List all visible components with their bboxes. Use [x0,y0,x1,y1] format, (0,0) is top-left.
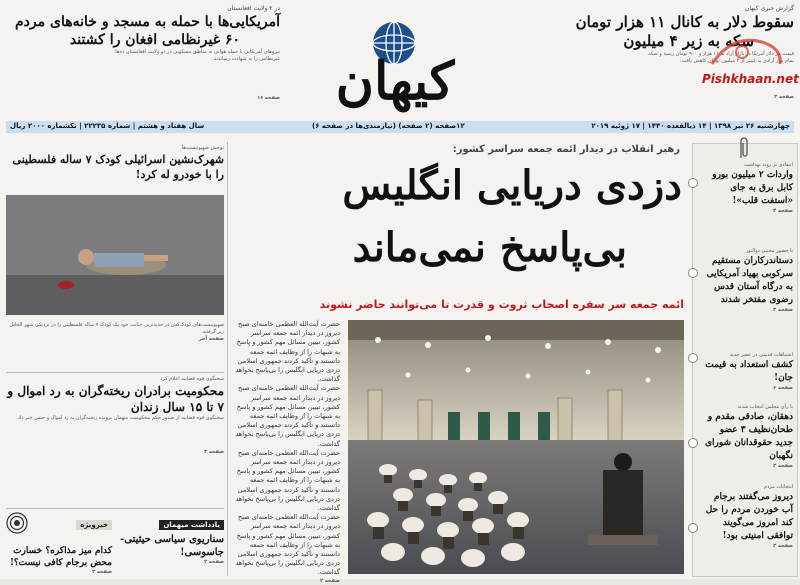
guest-note-headline: سناریوی سیاسی حیثیتی- جاسوسی! [120,534,224,558]
top-right-body: قیمت هر دلار آمریکا در بازار آزاد به ۱۱ هزار و ۹۰۰ تومان رسید و سکه تمام بهار آزادی به کمتر از ۴ میلیون تومان کاهش یافت. [648,51,794,64]
right-item-4-kicker: با رأی مجلس انتخاب شدند [737,404,793,410]
main-page-ref: صفحه ۲ [320,577,340,584]
date-bar [6,121,794,133]
special-news-headline: کدام میز مذاکره؟ خسارت محض برجام کافی نیست؟! [9,546,112,568]
masthead-title: کیهان [335,51,455,112]
right-item-3-page-ref: صفحه ۶ [773,385,793,391]
top-left-kicker: در ۲ ولایت افغانستان [227,5,280,12]
main-body-cont-3: حضرت آیت‌الله العظمی خامنه‌ای صبح دیروز در دیدار ائمه جمعه سراسر کشور، تبیین مسائل مهم کشور و پاسخ به شبهات را از وظایف ائمه جمعه دانستند و تأکید کردند جمهوری اسلامی دزدی دریایی انگلیس را بی‌پاسخ نخواهد گذاشت. [235,513,340,577]
left-story-1-photo[interactable] [6,195,224,315]
right-item-1-page-ref: صفحه ۴ [773,208,793,214]
right-item-5-page-ref: صفحه ۲ [773,543,793,549]
top-left-story[interactable] [6,4,280,102]
right-item-3-headline: کشف استعداد به قیمت جان! [705,360,793,383]
main-body: حضرت آیت‌الله العظمی خامنه‌ای صبح دیروز در دیدار ائمه جمعه سراسر کشور، تبیین مسائل مهم کشور و پاسخ به شبهات را از وظایف ائمه جمعه دانستند و تأکید کردند جمهوری اسلامی دزدی دریایی انگلیس را بی‌پاسخ نخواهد گذاشت. [235,320,340,384]
left-story-1-body: صهیونیست‌های کودک‌کش در جدیدترین جنایت خود یک کودک ۷ ساله فلسطینی را در نزدیکی شهر الخلیل زیر گرفتند. [9,322,224,335]
right-column [692,143,798,577]
watermark-text: Pishkhaan.net [702,72,799,86]
masthead [285,20,505,115]
right-item-4-headline: دهقان، صادقی مقدم و طحان‌نظیف ۳ عضو جدید حقوقدانان شورای نگهبان [704,412,793,461]
column-divider [227,142,228,576]
right-item-3-kicker: اشتباهات قدیمی در عصر جدید [729,352,793,358]
left-story-2-page-ref: صفحه ۳ [204,449,224,455]
top-left-headline-1: آمریکایی‌ها با حمله به مسجد و خانه‌های مردم [15,14,280,30]
guest-note-page-ref: صفحه ۲ [204,559,224,565]
spiral-logo-icon [6,512,28,534]
top-right-kicker: گزارش خبری کیهان [744,5,794,12]
right-item-4-page-ref: صفحه ۲ [773,463,793,469]
ring-icon-3 [687,349,699,368]
right-item-5-headline: دیروز می‌گفتند برجام آب خوردن مردم را حل کند امروز می‌گویند توافقی امنیتی بود! [705,492,793,541]
special-news[interactable] [6,512,112,576]
right-item-4[interactable] [701,404,793,470]
top-right-headline-2: سکه به زیر ۴ میلیون [623,32,754,50]
special-news-page-ref: صفحه ۲ [92,569,112,575]
left-divider-2 [6,508,224,509]
right-item-1[interactable] [701,162,793,215]
left-story-2-kicker: سخنگوی قوه قضاییه اعلام کرد [160,376,224,382]
top-left-page-ref: صفحه ۱۶ [257,95,280,101]
top-right-headline-1: سقوط دلار به کانال ۱۱ هزار تومان [575,13,794,31]
main-body-column [232,320,340,584]
top-left-body: نیروهای آمریکایی با حمله هوایی به مناطق مسکونی در دو ولایت افغانستان ده‌ها غیرنظامی را به شهادت رساندند. [115,49,280,62]
main-body-cont: حضرت آیت‌الله العظمی خامنه‌ای صبح دیروز در دیدار ائمه جمعه سراسر کشور، تبیین مسائل مهم کشور و پاسخ به شبهات را از وظایف ائمه جمعه دانستند و تأکید کردند جمهوری اسلامی دزدی دریایی انگلیس را بی‌پاسخ نخواهد گذاشت. [235,384,340,448]
left-story-1-headline: شهرک‌نشین اسرائیلی کودک ۷ ساله فلسطینی را با خودرو له کرد! [12,153,224,181]
right-item-5[interactable] [701,484,793,550]
main-photo[interactable] [348,320,684,574]
left-divider-1 [6,372,224,373]
paperclip-icon [737,136,751,164]
left-story-2-body: سخنگوی قوه قضاییه از صدور حکم محکومیت متهمان پرونده ریخته‌گران به رد اموال و حبس خبر داد. [16,415,224,421]
ring-icon-1 [687,174,699,193]
main-headline-2[interactable]: بی‌پاسخ نمی‌ماند [352,224,627,271]
top-left-headline-2: ۶۰ غیرنظامی افغان را کشتند [69,32,240,48]
special-news-label: خبرویژه [76,520,112,530]
left-story-2-headline: محکومیت برادران ریخته‌گران به رد اموال و ۷ تا ۱۵ سال زندان [7,384,224,414]
watermark-logo [702,24,799,94]
left-story-2[interactable] [6,376,224,456]
main-headline-1[interactable]: دزدی دریایی انگلیس [342,162,682,209]
right-item-2-kicker: با حضور مجتبی ذوالنور [745,248,793,254]
right-item-2[interactable] [701,248,793,314]
date-line: چهارشنبه ۲۶ تیر ۱۳۹۸ | ۱۴ ذیالقعده ۱۴۴۰ | ۱۷ ژوئیه ۲۰۱۹ [591,122,790,130]
left-story-1-page-ref: صفحه آخر [198,336,224,342]
right-item-2-page-ref: صفحه ۳ [773,307,793,313]
issue-line: سال هفتاد و هشتم | شماره ۲۲۲۳۵ | تکشماره ۲۰۰۰ ریال [10,122,205,130]
ring-icon-2 [687,264,699,283]
guest-note[interactable] [118,512,224,566]
left-story-1-kicker: توحش صهیونیست‌ها [181,145,224,151]
right-item-1-kicker: انتقادی بر روند بهداشت [743,162,793,168]
pages-line: ۱۲صفحه (۲ صفحه) (نیازمندی‌ها در صفحه ۶) [312,122,465,130]
right-item-1-headline: واردات ۲ میلیون بورو کابل برق به جای «استفت قلب»! [712,170,793,206]
ring-icon-4 [687,434,699,453]
top-right-page-ref: صفحه ۳ [774,94,794,100]
main-kicker: رهبر انقلاب در دیدار ائمه جمعه سراسر کشور: [452,144,680,155]
main-body-cont-2: حضرت آیت‌الله العظمی خامنه‌ای صبح دیروز در دیدار ائمه جمعه سراسر کشور، تبیین مسائل مهم کشور و پاسخ به شبهات را از وظایف ائمه جمعه دانستند و تأکید کردند جمهوری اسلامی دزدی دریایی انگلیس را بی‌پاسخ نخواهد گذاشت. [235,448,340,513]
guest-note-label: یادداشت میهمان [159,520,224,530]
right-item-2-headline: دستاندرکاران مستقیم سرکوبی بهیاد آمریکایی به درگاه آستان قدس رضوی مفتخر شدند [706,256,793,305]
right-item-5-kicker: انتخابات مردم [763,484,793,490]
main-subhead: ائمه جمعه سر سفره اصحاب ثروت و قدرت تا می‌توانند حاضر نشوند [319,298,684,311]
ring-icon-5 [687,519,699,538]
left-story-1-body-block [6,322,224,367]
right-item-3[interactable] [701,352,793,392]
left-story-1[interactable] [6,145,224,182]
